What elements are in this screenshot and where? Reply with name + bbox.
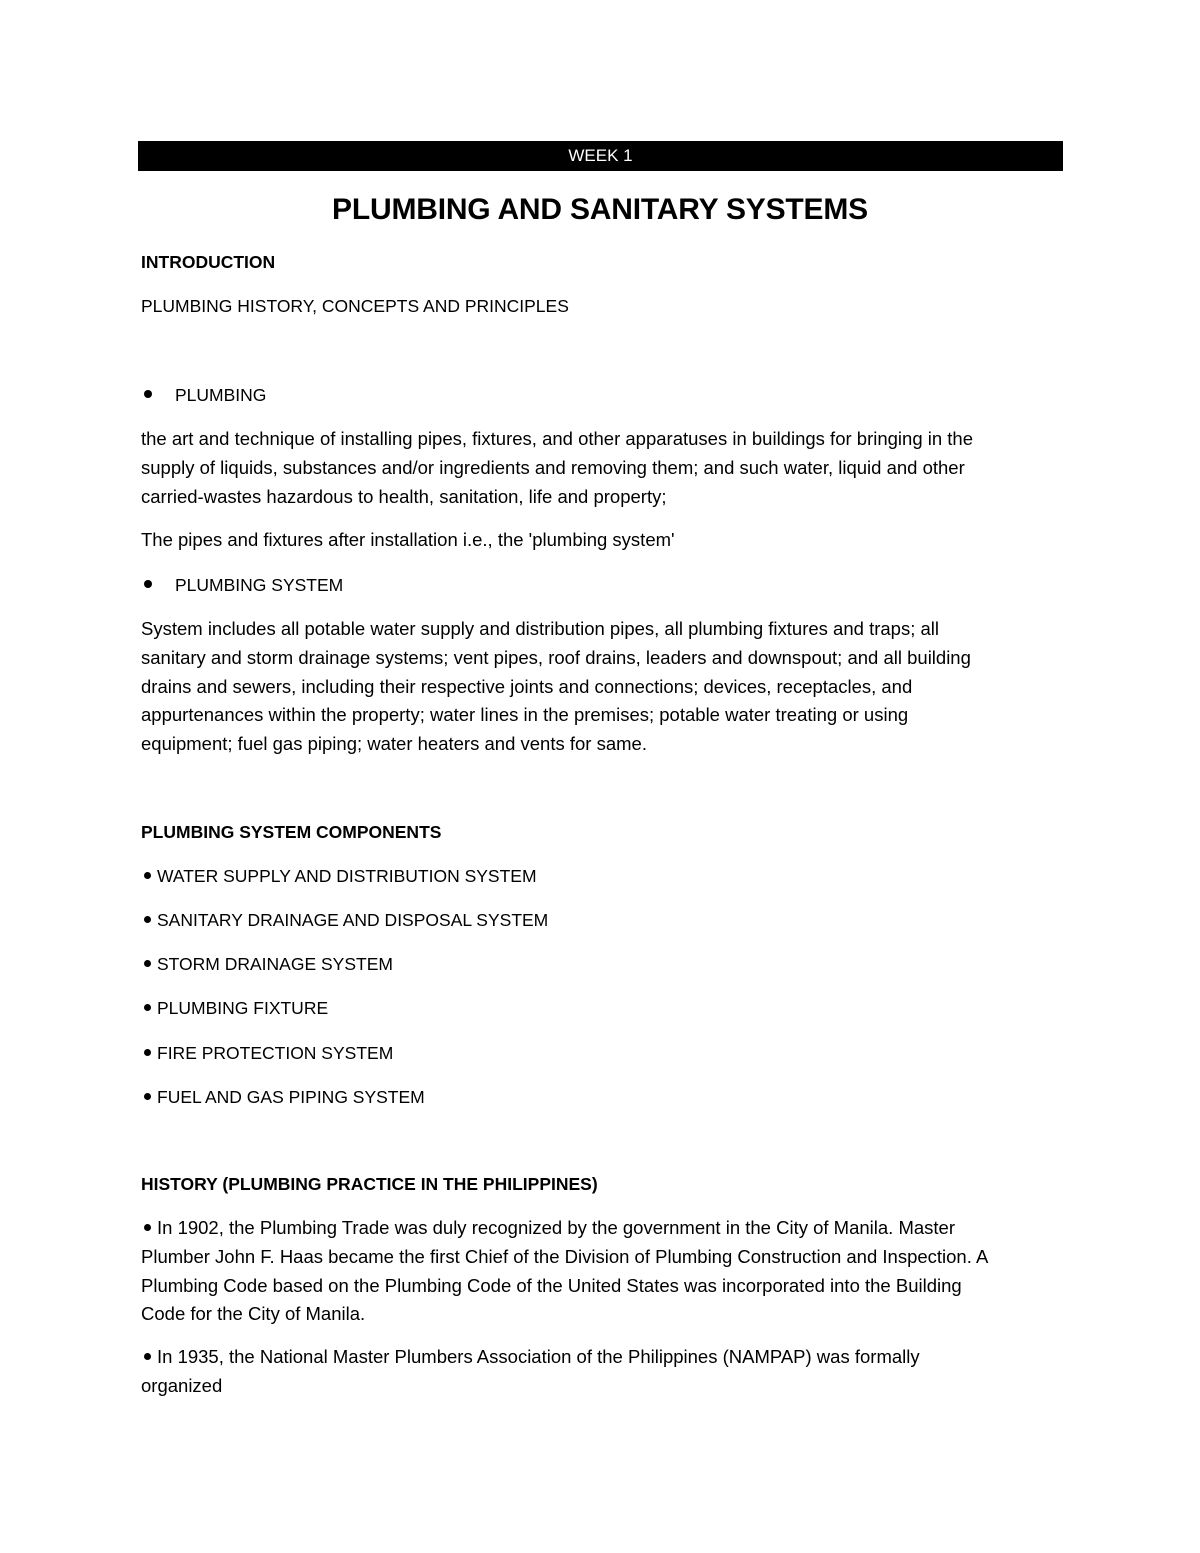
- text-line: appurtenances within the property; water lines in the premises; potable water treating or using: [141, 704, 909, 726]
- text-line: drains and sewers, including their respective joints and connections; devices, receptacles, and: [141, 675, 913, 697]
- bullet-dot-icon: [144, 580, 152, 588]
- bullet-plumbing-label: PLUMBING: [175, 385, 267, 405]
- bullet-dot-icon: [144, 1093, 151, 1100]
- introduction-subheading: PLUMBING HISTORY, CONCEPTS AND PRINCIPLES: [141, 296, 569, 316]
- text-line: [141, 1214, 1061, 1243]
- component-item: [141, 1042, 393, 1064]
- introduction-heading: INTRODUCTION: [141, 252, 276, 272]
- component-item: [141, 953, 393, 975]
- bullet-dot-icon: [144, 1004, 151, 1011]
- history-text: In 1935, the National Master Plumbers Association of the Philippines (NAMPAP) was formally: [157, 1346, 920, 1367]
- component-item: [141, 909, 548, 931]
- component-label: FIRE PROTECTION SYSTEM: [157, 1043, 394, 1063]
- history-text: In 1902, the Plumbing Trade was duly recognized by the government in the City of Manila. Master: [157, 1217, 955, 1238]
- component-item: [141, 1086, 425, 1108]
- text-line: supply of liquids, substances and/or ingredients and removing them; and such water, liquid and other: [141, 456, 965, 478]
- text-line: equipment; fuel gas piping; water heaters and vents for same.: [141, 733, 647, 754]
- bullet-dot-icon: [144, 1049, 151, 1056]
- week-banner: [138, 141, 1063, 171]
- bullet-dot-icon: [144, 916, 151, 923]
- bullet-plumbing-system: [141, 574, 343, 596]
- text-line: System includes all potable water supply and distribution pipes, all plumbing fixtures and traps; all: [141, 618, 939, 639]
- history-entry: [141, 1214, 1061, 1329]
- history-heading: HISTORY (PLUMBING PRACTICE IN THE PHILIPPINES): [141, 1174, 598, 1194]
- bullet-plumbing-system-label: PLUMBING SYSTEM: [175, 575, 344, 595]
- components-heading: PLUMBING SYSTEM COMPONENTS: [141, 822, 442, 842]
- plumbing-note: [141, 526, 1061, 555]
- component-item: [141, 997, 328, 1019]
- text-line: organized: [141, 1374, 223, 1396]
- text-line: the art and technique of installing pipes, fixtures, and other apparatuses in buildings for bringing in the: [141, 428, 974, 449]
- bullet-dot-icon: [144, 390, 152, 398]
- bullet-plumbing: [141, 384, 266, 406]
- page-title: PLUMBING AND SANITARY SYSTEMS: [332, 193, 868, 226]
- bullet-dot-icon: [144, 872, 151, 879]
- text-line: sanitary and storm drainage systems; vent pipes, roof drains, leaders and downspout; and all building: [141, 646, 971, 668]
- component-label: STORM DRAINAGE SYSTEM: [157, 954, 393, 974]
- text-line: carried-wastes hazardous to health, sanitation, life and property;: [141, 485, 667, 507]
- week-label: WEEK 1: [568, 146, 633, 165]
- text-line: [141, 1343, 1061, 1372]
- component-label: FUEL AND GAS PIPING SYSTEM: [157, 1087, 425, 1107]
- component-label: PLUMBING FIXTURE: [157, 998, 329, 1018]
- plumbing-definition: [141, 425, 1061, 511]
- bullet-dot-icon: [144, 960, 151, 967]
- text-line: The pipes and fixtures after installation i.e., the 'plumbing system': [141, 529, 675, 550]
- plumbing-system-definition: [141, 615, 1061, 759]
- bullet-dot-icon: [144, 1353, 151, 1360]
- component-label: SANITARY DRAINAGE AND DISPOSAL SYSTEM: [157, 910, 549, 930]
- text-line: Code for the City of Manila.: [141, 1303, 366, 1325]
- text-line: Plumber John F. Haas became the first Chief of the Division of Plumbing Construction and Inspection. A: [141, 1245, 989, 1267]
- history-entry: [141, 1343, 1061, 1401]
- component-label: WATER SUPPLY AND DISTRIBUTION SYSTEM: [157, 866, 537, 886]
- text-line: Plumbing Code based on the Plumbing Code of the United States was incorporated into the Building: [141, 1274, 962, 1296]
- bullet-dot-icon: [144, 1224, 151, 1231]
- component-item: [141, 865, 537, 887]
